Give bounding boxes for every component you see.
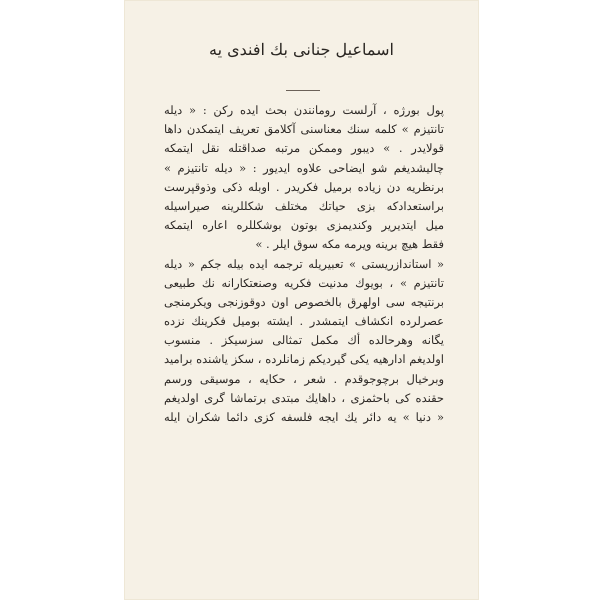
page-heading: اسماعيل جنانى بك افندى يه — [208, 40, 394, 59]
text-line: پول بورژه ، آرلست رومانندن بحث ايده ركن : « ديله — [164, 103, 444, 117]
heading-divider — [286, 90, 320, 91]
text-line: فقط هيچ برينه ويرمه مكه سوق ايلر . » — [255, 237, 444, 252]
text-line: برنتيجه سى اولهرق بالخصوص اون دوقوزنجى ويكرمنجى — [164, 294, 444, 309]
text-line: چاليشديغم شو ايضاحى علاوه ايديور : « ديله تانتيزم » — [164, 160, 444, 175]
text-line: تانتيزم » ، بويوك مدنيت فكريه وصنعتكارانه نك طبيعى — [164, 275, 444, 290]
book-page — [124, 0, 479, 600]
text-line: يگانه وهرحالده أك مكمل تمثالى سزسيكز . منسوب — [164, 333, 444, 348]
text-line: حقنده كى باحثمزى ، داهايك مبتدى برتماشا گرى اولديغم — [164, 390, 444, 405]
text-line: عصرلرده انكشاف ايتمشدر . ايشته بوميل فكرينك نزده — [164, 314, 444, 329]
text-line: « استاندازريستى » تعبيريله ترجمه ايده بيله جكم « ديله — [164, 256, 444, 271]
text-line: « دنيا » يه دائر يك ايجه فلسفه كزى دائما شكران ايله — [164, 410, 444, 424]
text-line: برنظريه دن زياده برميل فكريدر . اوبله ذكى وذوقپرست — [164, 179, 444, 194]
text-line: تانتيزم » كلمه سنك معناسنى آكلامق تعريف ايتمكدن داها — [164, 122, 444, 137]
text-line: ميل ايتديرير وكنديمزى بوتون بوشكللره اعاره ايتمكه — [164, 218, 444, 233]
body-text — [164, 101, 444, 427]
text-line: براستعدادكه بزى حياتك مختلف شكللرينه صيراسيله — [164, 198, 444, 213]
text-line: اولديغم ادارهيه يكى گيرديكم زمانلرده ، سكز ياشنده براميد — [164, 352, 444, 367]
text-line: وبرخيال برچوجوقدم . شعر ، حكايه ، موسيقى ورسم — [164, 371, 444, 386]
text-line: قولايدر . » ديبور وممكن مرتبه صداقتله نقل ايتمكه — [164, 141, 444, 156]
